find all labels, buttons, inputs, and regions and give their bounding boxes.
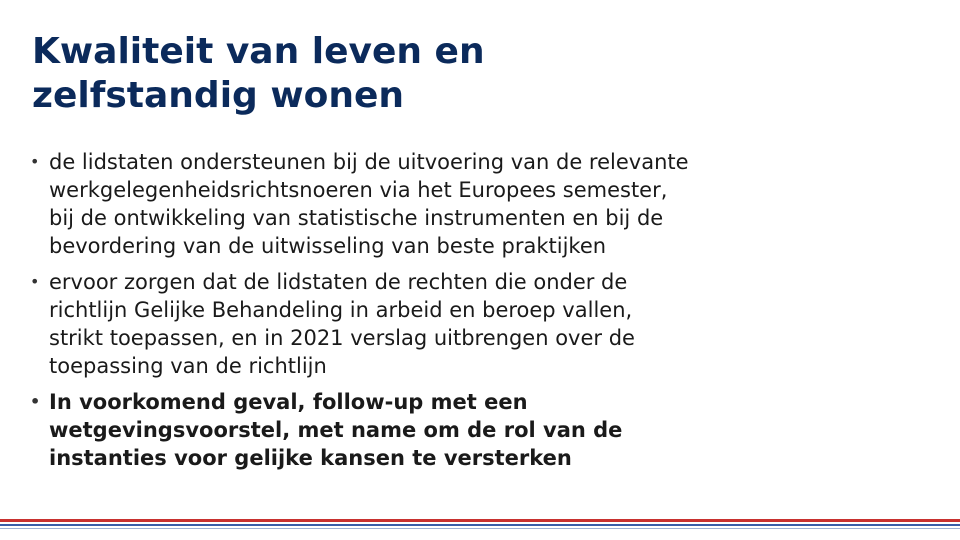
slide-title — [32, 30, 912, 118]
bullet-icon: • — [30, 152, 40, 171]
footer-stripe-red — [0, 519, 960, 522]
bullet-line: toepassing van de richtlijn — [49, 354, 327, 378]
bullet-icon: • — [30, 392, 41, 411]
footer-stripe-blue — [0, 524, 960, 526]
slide-title-line: zelfstandig wonen — [32, 75, 405, 116]
bullet-item-support-member-states — [30, 148, 930, 260]
bullet-line: de lidstaten ondersteunen bij de uitvoering van de relevante — [49, 150, 689, 174]
bullet-item-apply-directive — [30, 268, 930, 380]
bullet-list — [30, 148, 930, 480]
bullet-line: In voorkomend geval, follow-up met een — [49, 390, 528, 414]
bullet-item-legislative-proposal — [30, 388, 930, 472]
bullet-line: richtlijn Gelijke Behandeling in arbeid en beroep vallen, — [49, 298, 633, 322]
bullet-line: strikt toepassen, en in 2021 verslag uitbrengen over de — [49, 326, 635, 350]
bullet-line: instanties voor gelijke kansen te versterken — [49, 446, 572, 470]
slide-title-line: Kwaliteit van leven en — [32, 31, 485, 72]
bullet-line: wetgevingsvoorstel, met name om de rol van de — [49, 418, 623, 442]
bullet-line: werkgelegenheidsrichtsnoeren via het Europees semester, — [49, 178, 668, 202]
footer-stripe-light-blue — [0, 528, 960, 529]
bullet-line: ervoor zorgen dat de lidstaten de rechten die onder de — [49, 270, 628, 294]
bullet-icon: • — [30, 272, 40, 291]
bullet-line: bevordering van de uitwisseling van beste praktijken — [49, 234, 607, 258]
bullet-line: bij de ontwikkeling van statistische instrumenten en bij de — [49, 206, 664, 230]
